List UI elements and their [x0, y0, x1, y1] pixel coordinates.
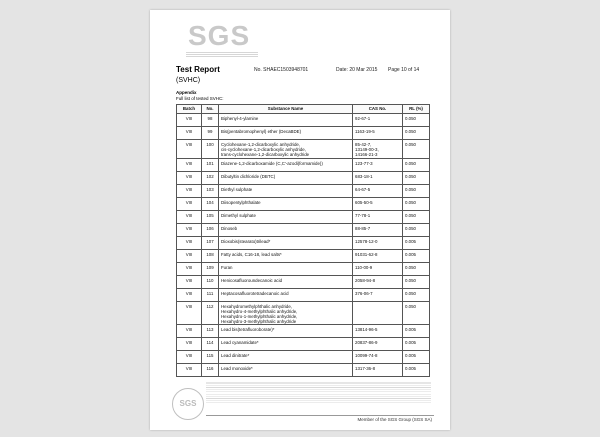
member-text: Member of the SGS Group (SGS SA) [357, 417, 432, 422]
cell-rl: 0.050 [403, 184, 430, 197]
cell-rl: 0.005 [403, 338, 430, 351]
cell-cas: 376-06-7 [353, 288, 403, 301]
page-number: Page 10 of 14 [388, 67, 420, 73]
report-title: Test Report [176, 65, 220, 74]
cell-no: 104 [202, 197, 219, 210]
cell-batch: VIII [177, 158, 202, 171]
cell-rl: 0.050 [403, 127, 430, 140]
cell-rl: 0.050 [403, 171, 430, 184]
cell-substance: Biphenyl-4-ylamine [219, 114, 353, 127]
table-row [177, 301, 430, 325]
cell-no: 114 [202, 338, 219, 351]
table-row [177, 210, 430, 223]
report-date: Date: 20 Mar 2015 [336, 67, 378, 73]
table-row [177, 114, 430, 127]
cell-batch: VIII [177, 236, 202, 249]
col-no: No. [202, 105, 219, 114]
table-row [177, 249, 430, 262]
cell-batch: VIII [177, 325, 202, 338]
cell-rl: 0.050 [403, 223, 430, 236]
cell-cas: 1163-19-5 [353, 127, 403, 140]
cell-batch: VIII [177, 210, 202, 223]
cell-cas [353, 301, 403, 325]
cell-rl: 0.050 [403, 301, 430, 325]
cell-no: 110 [202, 275, 219, 288]
footer-disclaimer [206, 382, 431, 403]
sgs-seal: SGS [172, 388, 204, 420]
cell-substance: Dinoseb [219, 223, 353, 236]
cell-no: 113 [202, 325, 219, 338]
sgs-logo: SGS [188, 20, 251, 51]
cell-batch: VIII [177, 171, 202, 184]
table-row [177, 184, 430, 197]
table-row [177, 236, 430, 249]
cell-rl: 0.050 [403, 262, 430, 275]
cell-no: 106 [202, 223, 219, 236]
table-row [177, 158, 430, 171]
cell-substance: Hexahydromethylphthalic anhydride, Hexahydro-4-methylphthalic anhydride, Hexahydro-1-methylphthalic anhydride, Hexahydro-3-methylphthalic anhydride [219, 301, 353, 325]
cell-cas: 110-00-9 [353, 262, 403, 275]
cell-substance: Lead bis(tetrafluoroborate)* [219, 325, 353, 338]
cell-substance: Diazene-1,2-dicarboxamide (C,C'-azodi(formamide)) [219, 158, 353, 171]
table-row [177, 325, 430, 338]
cell-batch: VIII [177, 364, 202, 377]
cell-batch: VIII [177, 338, 202, 351]
cell-batch: VIII [177, 127, 202, 140]
cell-no: 111 [202, 288, 219, 301]
cell-rl: 0.005 [403, 364, 430, 377]
cell-rl: 0.050 [403, 197, 430, 210]
cell-rl: 0.005 [403, 249, 430, 262]
cell-batch: VIII [177, 184, 202, 197]
cell-cas: 123-77-3 [353, 158, 403, 171]
cell-rl: 0.050 [403, 210, 430, 223]
cell-rl: 0.050 [403, 114, 430, 127]
cell-batch: VIII [177, 114, 202, 127]
cell-batch: VIII [177, 197, 202, 210]
cell-cas: 10099-74-8 [353, 351, 403, 364]
cell-no: 105 [202, 210, 219, 223]
cell-cas: 12578-12-0 [353, 236, 403, 249]
table-row [177, 223, 430, 236]
report-page [150, 10, 450, 430]
cell-rl: 0.050 [403, 275, 430, 288]
appendix-label: Appendix [176, 90, 197, 95]
cell-cas: 20837-86-9 [353, 338, 403, 351]
cell-cas: 1317-36-8 [353, 364, 403, 377]
cell-cas: 92-67-1 [353, 114, 403, 127]
cell-rl: 0.050 [403, 140, 430, 159]
cell-cas: 85-42-7, 13149-00-3, 14166-21-3 [353, 140, 403, 159]
cell-substance: Diethyl sulphate [219, 184, 353, 197]
cell-no: 116 [202, 364, 219, 377]
cell-batch: VIII [177, 223, 202, 236]
cell-batch: VIII [177, 288, 202, 301]
table-row [177, 275, 430, 288]
col-substance: Substance Name [219, 105, 353, 114]
cell-no: 103 [202, 184, 219, 197]
table-row [177, 288, 430, 301]
cell-substance: Dioxobis(stearato)trilead* [219, 236, 353, 249]
cell-substance: Lead cyanamidate* [219, 338, 353, 351]
table-row [177, 140, 430, 159]
table-row [177, 262, 430, 275]
cell-substance: Cyclohexane-1,2-dicarboxylic anhydride, cis-cyclohexane-1,2-dicarboxylic anhydride, trans-cyclohexane-1,2-dicarboxylic anhydride [219, 140, 353, 159]
cell-no: 115 [202, 351, 219, 364]
cell-substance: Lead monoxide* [219, 364, 353, 377]
cell-rl: 0.005 [403, 236, 430, 249]
cell-batch: VIII [177, 140, 202, 159]
cell-no: 109 [202, 262, 219, 275]
table-row [177, 127, 430, 140]
cell-rl: 0.050 [403, 288, 430, 301]
table-row [177, 351, 430, 364]
cell-no: 108 [202, 249, 219, 262]
cell-substance: Furan [219, 262, 353, 275]
cell-no: 99 [202, 127, 219, 140]
cell-no: 100 [202, 140, 219, 159]
cell-no: 112 [202, 301, 219, 325]
cell-cas: 64-67-5 [353, 184, 403, 197]
col-rl: RL (%) [403, 105, 430, 114]
cell-substance: Henicosafluoroundecanoic acid [219, 275, 353, 288]
cell-rl: 0.005 [403, 351, 430, 364]
cell-cas: 683-18-1 [353, 171, 403, 184]
list-title: Full list of tested SVHC: [176, 96, 224, 101]
cell-cas: 605-50-5 [353, 197, 403, 210]
cell-substance: Dimethyl sulphate [219, 210, 353, 223]
table-row [177, 364, 430, 377]
cell-cas: 2058-94-8 [353, 275, 403, 288]
cell-substance: Diisopentylphthalate [219, 197, 353, 210]
cell-cas: 88-85-7 [353, 223, 403, 236]
cell-batch: VIII [177, 262, 202, 275]
col-cas: CAS No. [353, 105, 403, 114]
table-header-row [177, 105, 430, 114]
cell-cas: 91031-62-8 [353, 249, 403, 262]
col-batch: Batch [177, 105, 202, 114]
cell-substance: Lead dinitrate* [219, 351, 353, 364]
report-subtitle: (SVHC) [176, 77, 201, 84]
cell-batch: VIII [177, 249, 202, 262]
cell-rl: 0.005 [403, 325, 430, 338]
report-number: No. SHAEC1503948701 [254, 67, 309, 73]
cell-no: 107 [202, 236, 219, 249]
cell-substance: Dibutyltin dichloride (DBTC) [219, 171, 353, 184]
table-row [177, 197, 430, 210]
svhc-table [176, 104, 430, 377]
table-row [177, 338, 430, 351]
cell-no: 102 [202, 171, 219, 184]
cell-rl: 0.050 [403, 158, 430, 171]
cell-substance: Bis(pentabromophenyl) ether (DecaBDE) [219, 127, 353, 140]
cell-batch: VIII [177, 275, 202, 288]
cell-batch: VIII [177, 351, 202, 364]
table-row [177, 171, 430, 184]
cell-batch: VIII [177, 301, 202, 325]
cell-substance: Fatty acids, C16-18, lead salts* [219, 249, 353, 262]
cell-no: 101 [202, 158, 219, 171]
cell-cas: 13814-96-5 [353, 325, 403, 338]
cell-no: 98 [202, 114, 219, 127]
logo-stripes [186, 52, 258, 58]
footer-rule [206, 415, 434, 416]
cell-substance: Heptacosafluorotetradecanoic acid [219, 288, 353, 301]
cell-cas: 77-78-1 [353, 210, 403, 223]
